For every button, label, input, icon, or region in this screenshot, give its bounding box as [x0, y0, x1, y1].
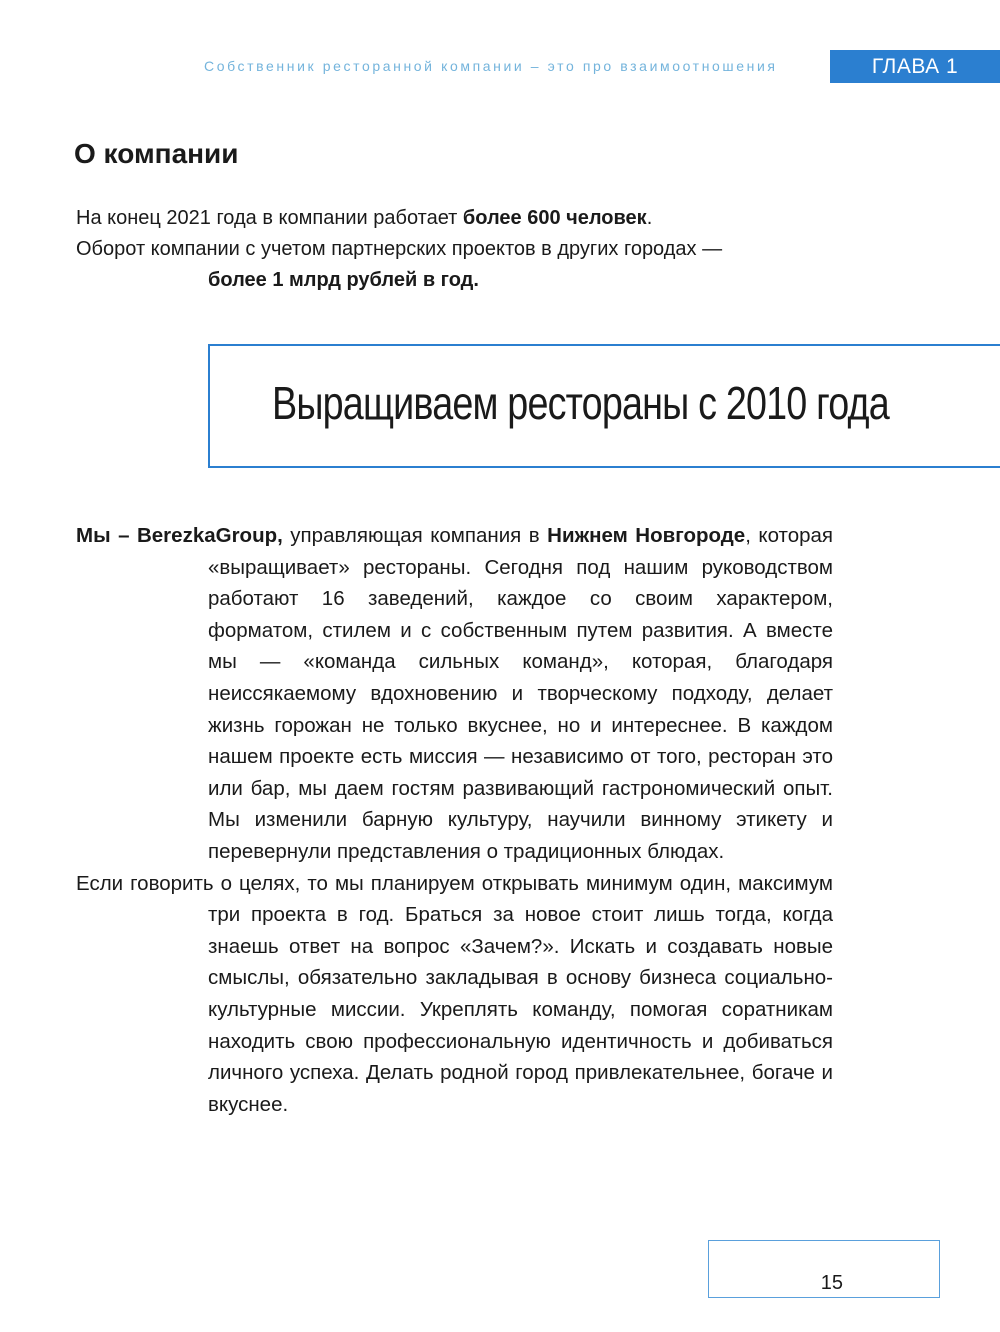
intro-line-turnover-value: [76, 265, 876, 296]
company-name-bold: Мы – BerezkaGroup,: [76, 524, 283, 547]
tagline: Выращиваем рестораны с 2010 года: [272, 377, 889, 429]
intro-employees-bold: более 600 человек: [462, 207, 647, 229]
tagline-box: [208, 344, 1000, 468]
paragraph-goals: Если говорить о целях, то мы планируем открывать минимум один, максимум три проекта в год. Браться за новое стоит лишь тогда, когда знаешь ответ на вопрос «Зачем?». Искать и создавать новые смыслы, обязательно закладывая в основу бизнеса социально-культурные миссии. Укреплять команду, помогая соратникам находить свою профессиональную идентичность и добиваться личного успеха. Делать родной город привлекательнее, богаче и вкуснее.: [76, 871, 833, 1116]
page-number: 15: [820, 1272, 843, 1294]
section-title: О компании: [74, 138, 239, 169]
intro-text: На конец 2021 года в компании работает: [76, 207, 463, 229]
intro-line-employees: [76, 203, 876, 234]
intro-block: [76, 203, 876, 296]
intro-period: .: [646, 207, 653, 229]
running-header: Собственник ресторанной компании – это про взаимоотношения: [204, 58, 778, 74]
intro-line-turnover: Оборот компании с учетом партнерских проектов в других городах —: [76, 238, 723, 260]
body-text: [76, 520, 833, 1120]
paragraph-about-text-a: управляющая компания в: [282, 524, 548, 547]
chapter-tab: ГЛАВА 1: [830, 50, 1000, 83]
paragraph-about: [76, 520, 833, 868]
page-number-box: [708, 1240, 940, 1298]
paragraph-about-text-b: , которая «выращивает» рестораны. Сегодня под нашим руководством работают 16 заведений, каждое со своим характером, форматом, стилем и с собственным путем развития. А вместе мы — «команда сильных команд», которая, благодаря неиссякаемому вдохновению и творческому подходу, делает жизнь горожан не только вкуснее, но и интереснее. В каждом нашем проекте есть миссия — независимо от того, ресторан это или бар, мы даем гостям развивающий гастрономический опыт. Мы изменили барную культуру, научили винному этикету и перевернули представления о традиционных блюдах.: [208, 524, 833, 863]
city-name-bold: Нижнем Новгороде: [547, 524, 746, 547]
intro-turnover-bold: более 1 млрд рублей в год.: [208, 269, 479, 291]
